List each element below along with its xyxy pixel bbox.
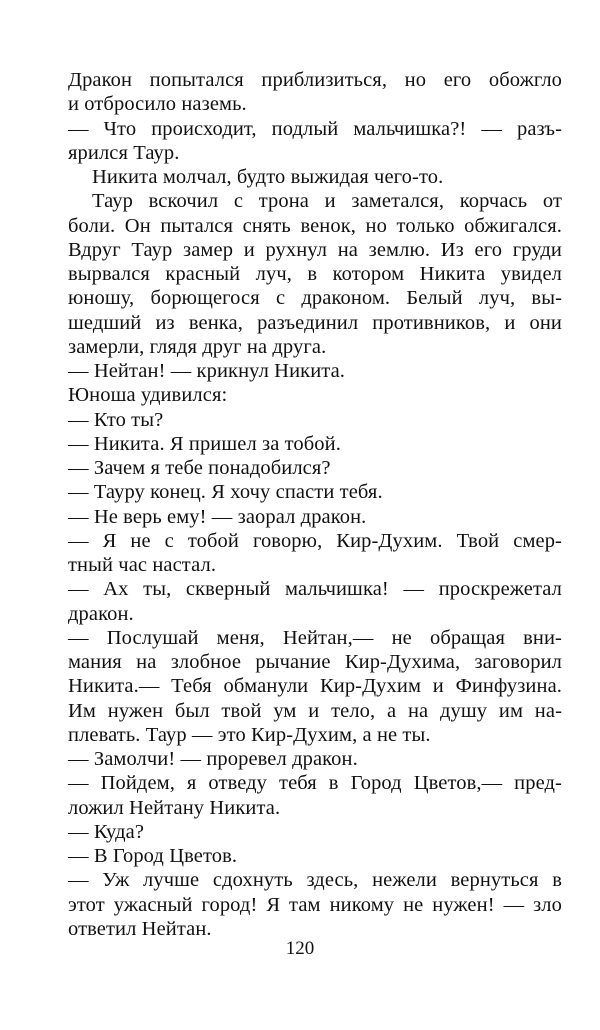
text-line: — Что происходит, подлый мальчишка?! — разъ-	[68, 117, 562, 140]
text-line: шедший из венка, разъединил противников, и они	[68, 311, 562, 334]
text-line: — Тауру конец. Я хочу спасти тебя.	[68, 481, 383, 504]
text-line: плевать. Таур — это Кир-Духим, а не ты.	[68, 723, 431, 746]
text-line: — Я не с тобой говорю, Кир-Духим. Твой смер-	[68, 529, 562, 552]
text-line: — В Город Цветов.	[68, 845, 238, 867]
text-line: этот ужасный город! Я там никому не нужен! — зло	[68, 893, 562, 916]
text-line: ложил Нейтану Никита.	[68, 796, 281, 819]
text-line: боли. Он пытался снять венок, но только обжигался.	[68, 214, 562, 237]
text-line: и отбросило наземь.	[68, 93, 247, 116]
text-line: — Зачем я тебе понадобился?	[68, 457, 331, 479]
text-line: — Пойдем, я отведу тебя в Город Цветов,— пред-	[68, 772, 562, 795]
text-line: — Кто ты?	[68, 408, 164, 431]
text-line: — Послушай меня, Нейтан,— не обращая вни-	[68, 626, 562, 649]
text-line: тный час настал.	[68, 554, 217, 576]
text-line: — Никита. Я пришел за тобой.	[68, 432, 341, 455]
text-line: — Не верь ему! — заорал дракон.	[68, 505, 367, 528]
text-line: — Куда?	[68, 820, 145, 843]
text-line: мания на злобное рычание Кир-Духима, заговорил	[68, 651, 562, 673]
text-line: Юноша удивился:	[68, 384, 228, 407]
text-line: — Замолчи! — проревел дракон.	[68, 748, 358, 770]
text-line: Таур вскочил с трона и заметался, корчась от	[92, 190, 562, 213]
text-line: — Ах ты, скверный мальчишка! — проскрежетал	[68, 578, 562, 601]
text-line: вырвался красный луч, в котором Никита увидел	[68, 263, 562, 285]
text-line: — Нейтан! — крикнул Никита.	[68, 360, 346, 382]
text-line: замерли, глядя друг на друга.	[68, 335, 327, 358]
text-line: Никита.— Тебя обманули Кир-Духим и Финфузина.	[68, 675, 562, 698]
text-line: Вдруг Таур замер и рухнул на землю. Из его груди	[68, 238, 562, 261]
text-line: ярился Таур.	[68, 141, 180, 164]
body-text	[68, 68, 562, 941]
text-line: — Уж лучше сдохнуть здесь, нежели вернуться в	[68, 869, 562, 892]
text-line: Им нужен был твой ум и тело, а на душу им на-	[68, 699, 562, 722]
text-line: ответил Нейтан.	[68, 917, 212, 940]
text-line: Никита молчал, будто выжидая чего-то.	[92, 166, 444, 188]
text-line: дракон.	[68, 602, 134, 625]
page-number: 120	[285, 938, 315, 959]
text-line: юношу, борющегося с драконом. Белый луч, вы-	[68, 287, 562, 310]
text-line: Дракон попытался приблизиться, но его обожгло	[68, 69, 562, 91]
